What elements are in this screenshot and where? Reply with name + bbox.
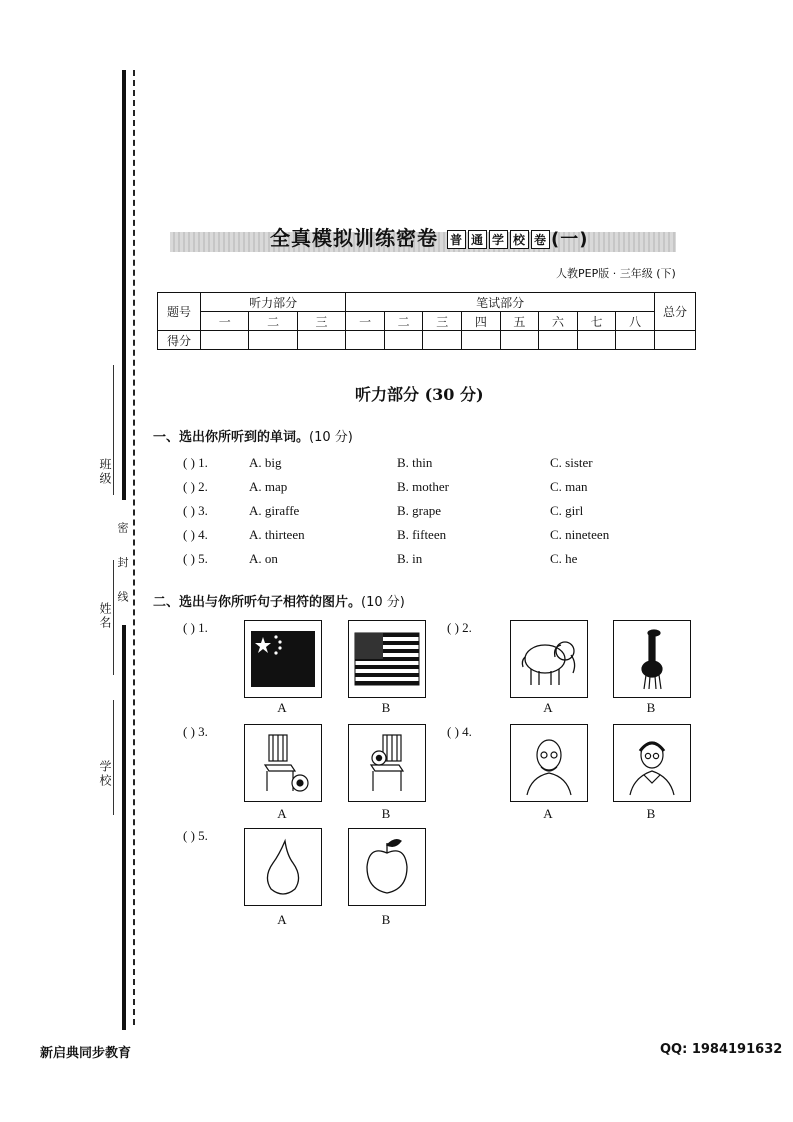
answer-blank[interactable]: ( ) 4. xyxy=(183,527,208,542)
writing-col: 一 xyxy=(346,312,385,331)
class-label: 班级 xyxy=(98,458,112,486)
edition-label: 人教PEP版 · 三年级 (下) xyxy=(556,267,676,280)
option-b-label: B xyxy=(381,700,391,715)
score-cell[interactable] xyxy=(423,331,462,350)
score-cell[interactable] xyxy=(500,331,539,350)
option-a: A. map xyxy=(249,479,288,494)
school-blank-line xyxy=(113,700,114,815)
page-title xyxy=(270,222,589,251)
total-header: 总分 xyxy=(655,293,696,331)
writing-col: 三 xyxy=(423,312,462,331)
score-cell[interactable] xyxy=(616,331,655,350)
option-a-label: A xyxy=(543,700,553,715)
option-a-label: A xyxy=(543,806,553,821)
option-a: A. giraffe xyxy=(249,503,300,518)
title-badge: 校 xyxy=(510,230,529,249)
option-a-label: A xyxy=(277,700,287,715)
listening-section-title: 听力部分 (30 分) xyxy=(355,385,484,404)
option-b-label: B xyxy=(381,806,391,821)
title-badge: 通 xyxy=(468,230,487,249)
option-b-label: B xyxy=(646,700,656,715)
score-cell[interactable] xyxy=(201,331,249,350)
answer-blank[interactable]: ( ) 2. xyxy=(447,620,472,635)
q1-score: (10 分) xyxy=(309,430,353,445)
score-cell[interactable] xyxy=(249,331,297,350)
answer-blank[interactable]: ( ) 5. xyxy=(183,551,208,566)
ball-beside-chair-image[interactable] xyxy=(244,724,322,802)
option-a: A. thirteen xyxy=(249,527,305,542)
binding-bar-bottom xyxy=(122,625,126,1030)
score-cell[interactable] xyxy=(577,331,616,350)
binding-dashed-line xyxy=(133,70,135,1025)
writing-header: 笔试部分 xyxy=(346,293,655,312)
option-c: C. he xyxy=(550,551,578,566)
q2-title xyxy=(153,591,405,610)
listening-header: 听力部分 xyxy=(201,293,346,312)
writing-col: 五 xyxy=(500,312,539,331)
question-number-header: 题号 xyxy=(158,293,201,331)
ball-on-chair-image[interactable] xyxy=(348,724,426,802)
title-badge: 卷 xyxy=(531,230,550,249)
title-badge: 普 xyxy=(447,230,466,249)
answer-blank[interactable]: ( ) 4. xyxy=(447,724,472,739)
score-cell[interactable] xyxy=(297,331,345,350)
writing-col: 四 xyxy=(462,312,501,331)
listening-col: 一 xyxy=(201,312,249,331)
score-row-label: 得分 xyxy=(158,331,201,350)
option-c: C. girl xyxy=(550,503,584,518)
usa-flag-image[interactable] xyxy=(348,620,426,698)
china-flag-image[interactable] xyxy=(244,620,322,698)
binding-bar-top xyxy=(122,70,126,500)
option-a: A. on xyxy=(249,551,278,566)
grandpa-image[interactable] xyxy=(510,724,588,802)
q2-score: (10 分) xyxy=(361,595,405,610)
q2-title-text: 二、选出与你所听句子相符的图片。 xyxy=(153,595,362,610)
score-cell[interactable] xyxy=(462,331,501,350)
writing-col: 八 xyxy=(616,312,655,331)
option-b: B. in xyxy=(397,551,423,566)
q1-row xyxy=(183,455,683,473)
score-table xyxy=(157,292,696,350)
answer-blank[interactable]: ( ) 3. xyxy=(183,724,208,739)
footer-publisher: 新启典同步教育 xyxy=(40,1046,132,1061)
title-main: 全真模拟训练密卷 xyxy=(270,226,438,250)
grandma-image[interactable] xyxy=(613,724,691,802)
title-number: (一) xyxy=(551,229,589,250)
option-b: B. grape xyxy=(397,503,442,518)
option-c: C. nineteen xyxy=(550,527,610,542)
option-b-label: B xyxy=(646,806,656,821)
listening-col: 二 xyxy=(249,312,297,331)
pear-image[interactable] xyxy=(244,828,322,906)
writing-col: 二 xyxy=(384,312,423,331)
writing-col: 六 xyxy=(539,312,578,331)
writing-col: 七 xyxy=(577,312,616,331)
option-c: C. sister xyxy=(550,455,593,470)
listening-col: 三 xyxy=(297,312,345,331)
giraffe-image[interactable] xyxy=(613,620,691,698)
footer-contact: QQ: 1984191632 xyxy=(660,1042,783,1057)
option-a-label: A xyxy=(277,806,287,821)
score-cell[interactable] xyxy=(539,331,578,350)
option-b: B. fifteen xyxy=(397,527,447,542)
seal-line-label: 密 封 线 xyxy=(116,522,129,612)
score-cell[interactable] xyxy=(384,331,423,350)
answer-blank[interactable]: ( ) 1. xyxy=(183,620,208,635)
q1-row xyxy=(183,527,683,545)
elephant-image[interactable] xyxy=(510,620,588,698)
q1-title-text: 一、选出你所听到的单词。 xyxy=(153,430,310,445)
q1-row xyxy=(183,503,683,521)
name-label: 姓名 xyxy=(98,602,112,630)
score-cell[interactable] xyxy=(346,331,385,350)
option-b-label: B xyxy=(381,912,391,927)
answer-blank[interactable]: ( ) 3. xyxy=(183,503,208,518)
total-score-cell[interactable] xyxy=(655,331,696,350)
answer-blank[interactable]: ( ) 1. xyxy=(183,455,208,470)
q1-row xyxy=(183,479,683,497)
option-a: A. big xyxy=(249,455,282,470)
school-label: 学校 xyxy=(98,760,112,788)
option-b: B. mother xyxy=(397,479,449,494)
apple-image[interactable] xyxy=(348,828,426,906)
answer-blank[interactable]: ( ) 2. xyxy=(183,479,208,494)
q1-title xyxy=(153,426,353,445)
title-badge: 学 xyxy=(489,230,508,249)
option-b: B. thin xyxy=(397,455,433,470)
q1-row xyxy=(183,551,683,569)
answer-blank[interactable]: ( ) 5. xyxy=(183,828,208,843)
option-a-label: A xyxy=(277,912,287,927)
option-c: C. man xyxy=(550,479,588,494)
